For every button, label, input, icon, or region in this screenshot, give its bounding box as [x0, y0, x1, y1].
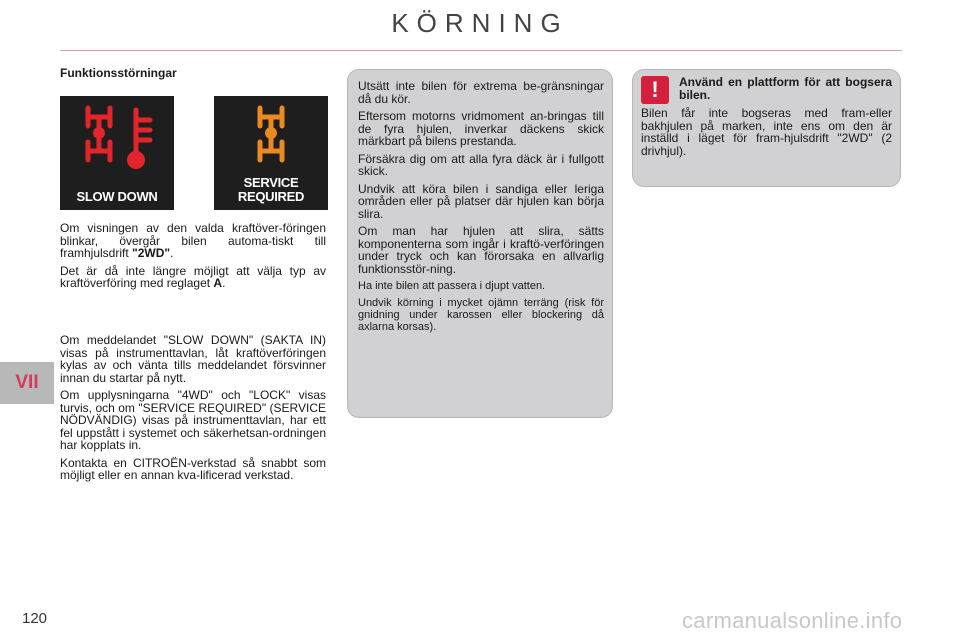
advice-1: Utsätt inte bilen för extrema be-gränsningar då du kör.: [358, 79, 604, 106]
advice-3: Försäkra dig om att alla fyra däck är i fullgott skick.: [358, 151, 604, 178]
drivetrain-temperature-icon: [60, 102, 174, 182]
towing-warning-text: Bilen får inte bogseras med fram-eller bakhjulen på marken, inte ens om den är inställd i läget för fram-hjulsdrift "2WD" (2 drivhjul).: [641, 106, 892, 158]
advice-7: Undvik körning i mycket ojämn terräng (risk för gnidning under karossen eller blockering då axlarna korsas).: [358, 297, 604, 333]
towing-warning-header: [641, 76, 892, 104]
left-column-lower: [60, 334, 326, 487]
towing-warning-title: Använd en plattform för att bogsera bilen.: [679, 75, 892, 102]
service-label: SERVICE: [243, 175, 299, 190]
paragraph-service-required: Om upplysningarna "4WD" och "LOCK" visas turvis, och om "SERVICE REQUIRED" (SERVICE NÖDVÄNDIG) visas på instrumenttavlan, har ett fel uppstått i systemet och säkerhetsan-ordningen har kopplats in.: [60, 388, 326, 452]
watermark: carmanualsonline.info: [682, 608, 903, 633]
paragraph-slow-down: Om meddelandet "SLOW DOWN" (SAKTA IN) visas på instrumenttavlan, låt kraftöverföringen kylas av och vänta tills meddelandet försvinner innan du startar på nytt.: [60, 333, 326, 385]
paragraph-blinking: Om visningen av den valda kraftöver-föringen blinkar, övergår bilen automa-tiskt till framhjulsdrift "2WD".: [60, 221, 326, 260]
exclamation-icon: !: [641, 76, 669, 104]
page-number: 120: [22, 610, 48, 627]
towing-warning-box: [632, 69, 901, 187]
title-divider: [60, 50, 902, 51]
required-label: REQUIRED: [237, 189, 305, 204]
driving-advice-box: [347, 69, 613, 418]
drivetrain-icon: [214, 102, 328, 182]
advice-6: Ha inte bilen att passera i djupt vatten.: [358, 280, 546, 292]
paragraph-no-selection: Det är då inte längre möjligt att välja typ av kraftöverföring med reglaget A.: [60, 263, 326, 290]
chapter-tab-label: VII: [15, 372, 39, 393]
left-column-upper: [60, 222, 326, 295]
slow-down-warning-panel: [60, 96, 174, 210]
section-title: Funktionsstörningar: [60, 66, 177, 80]
chapter-tab: [0, 362, 54, 404]
paragraph-contact-workshop: Kontakta en CITROËN-verkstad så snabbt som möjligt eller en annan kva-lificerad verkstad.: [60, 455, 326, 482]
page-title: KÖRNING: [391, 8, 569, 38]
service-required-warning-panel: [214, 96, 328, 210]
slow-down-label: SLOW DOWN: [76, 189, 158, 204]
advice-5: Om man har hjulen att slira, sätts komponenterna som ingår i kraftö-verföringen under tryck och kan förorsaka en allvarlig funktionsstör-ning.: [358, 224, 604, 276]
advice-2: Eftersom motorns vridmoment an-bringas till de fyra hjulen, inverkar däckens skick märkbart på bilens prestanda.: [358, 109, 604, 148]
advice-4: Undvik att köra bilen i sandiga eller leriga områden eller på platser där hjulen kan börja slira.: [358, 181, 604, 221]
